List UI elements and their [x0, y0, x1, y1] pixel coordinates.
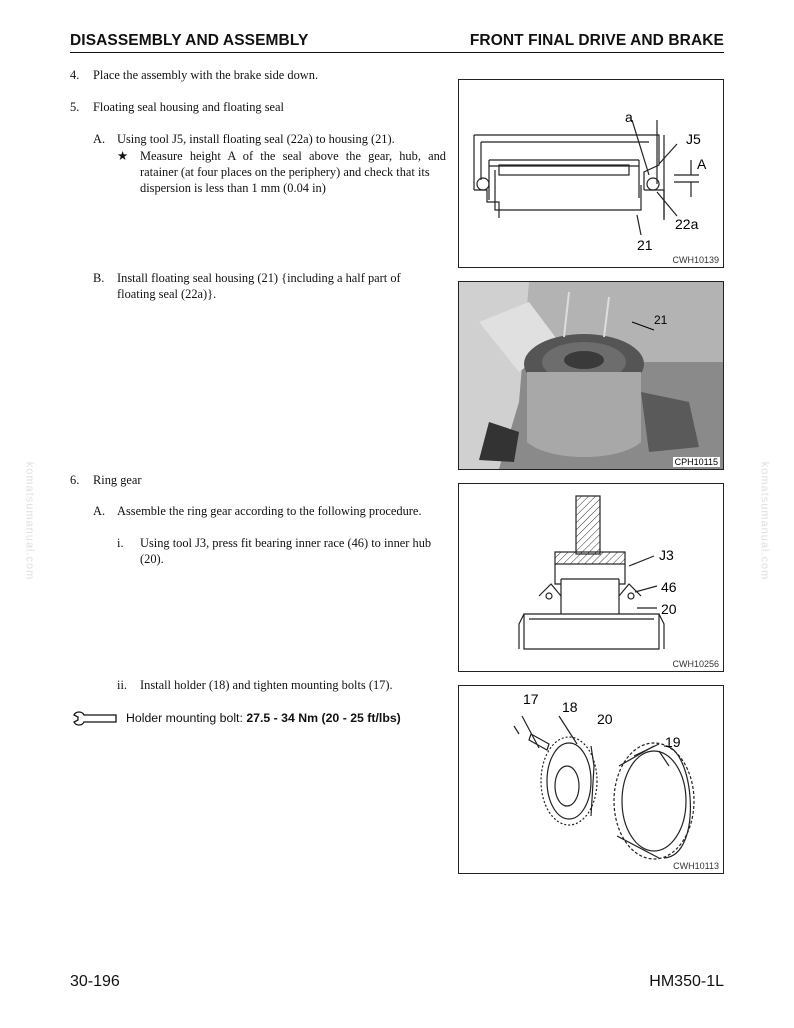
step-4-number: 4.: [70, 68, 80, 82]
watermark-right: komatsumanual.com: [758, 461, 771, 581]
step-5a-note-line-2: ratainer (at four places on the periphery) and check that its: [140, 165, 430, 179]
label-a: a: [625, 109, 633, 125]
figure-housing-photo: [458, 281, 724, 470]
step-5a-note-line-3: dispersion is less than 1 mm (0.04 in): [140, 181, 326, 195]
step-6ai-line-1: Using tool J3, press fit bearing inner race (46) to inner hub: [140, 536, 432, 550]
figure-code: CWH10113: [673, 861, 719, 871]
label-j3: J3: [659, 547, 674, 563]
page-number: 30-196: [70, 973, 120, 990]
step-6-text: Ring gear: [93, 473, 142, 487]
torque-spec: [126, 711, 401, 725]
label-17: 17: [523, 691, 539, 707]
step-6-number: 6.: [70, 473, 80, 487]
section-title: DISASSEMBLY AND ASSEMBLY: [70, 32, 309, 49]
step-4-text: Place the assembly with the brake side down.: [93, 68, 319, 82]
model-number: HM350-1L: [649, 973, 724, 990]
label-22a: 22a: [675, 216, 699, 232]
label-20: 20: [661, 601, 677, 617]
step-5b-line-2: floating seal (22a)}.: [117, 287, 217, 301]
star-icon: ★: [117, 149, 129, 163]
step-6a-text: Assemble the ring gear according to the following procedure.: [117, 504, 422, 518]
step-5b-letter: B.: [93, 271, 105, 285]
label-j5: J5: [686, 131, 701, 147]
figure-code: CPH10115: [674, 457, 718, 467]
label-19: 19: [665, 734, 681, 750]
torque-value: 27.5 - 34 Nm (20 - 25 ft/lbs): [246, 711, 401, 725]
step-6aii-text: Install holder (18) and tighten mounting bolts (17).: [140, 678, 393, 692]
chapter-title: FRONT FINAL DRIVE AND BRAKE: [469, 32, 724, 49]
figure-bearing-press: [458, 483, 724, 672]
figure-seal-height: [458, 79, 724, 268]
step-5-number: 5.: [70, 100, 80, 114]
label-21: 21: [637, 237, 653, 253]
step-6a-letter: A.: [93, 504, 106, 518]
step-5a-letter: A.: [93, 132, 106, 146]
wrench-icon: [72, 710, 118, 728]
step-5a-text: Using tool J5, install floating seal (22a) to housing (21).: [117, 132, 395, 146]
header-rule: [70, 52, 724, 53]
watermark-left: komatsumanual.com: [23, 461, 36, 581]
label-20: 20: [597, 711, 613, 727]
torque-label: Holder mounting bolt:: [126, 711, 247, 725]
step-6ai-line-2: (20).: [140, 552, 164, 566]
figure-code: CWH10139: [672, 255, 719, 265]
label-46: 46: [661, 579, 677, 595]
step-5b-line-1: Install floating seal housing (21) {including a half part of: [117, 271, 401, 285]
step-6aii-numeral: ii.: [117, 678, 127, 692]
step-6ai-numeral: i.: [117, 536, 124, 550]
figure-code: CWH10256: [672, 659, 719, 669]
label-18: 18: [562, 699, 578, 715]
figure-ring-gear-exploded: [458, 685, 724, 874]
label-dimension-a: A: [697, 156, 707, 172]
label-21: 21: [654, 313, 668, 327]
step-5-text: Floating seal housing and floating seal: [93, 100, 284, 114]
step-5a-note-line-1: Measure height A of the seal above the gear, hub, and: [140, 149, 446, 163]
